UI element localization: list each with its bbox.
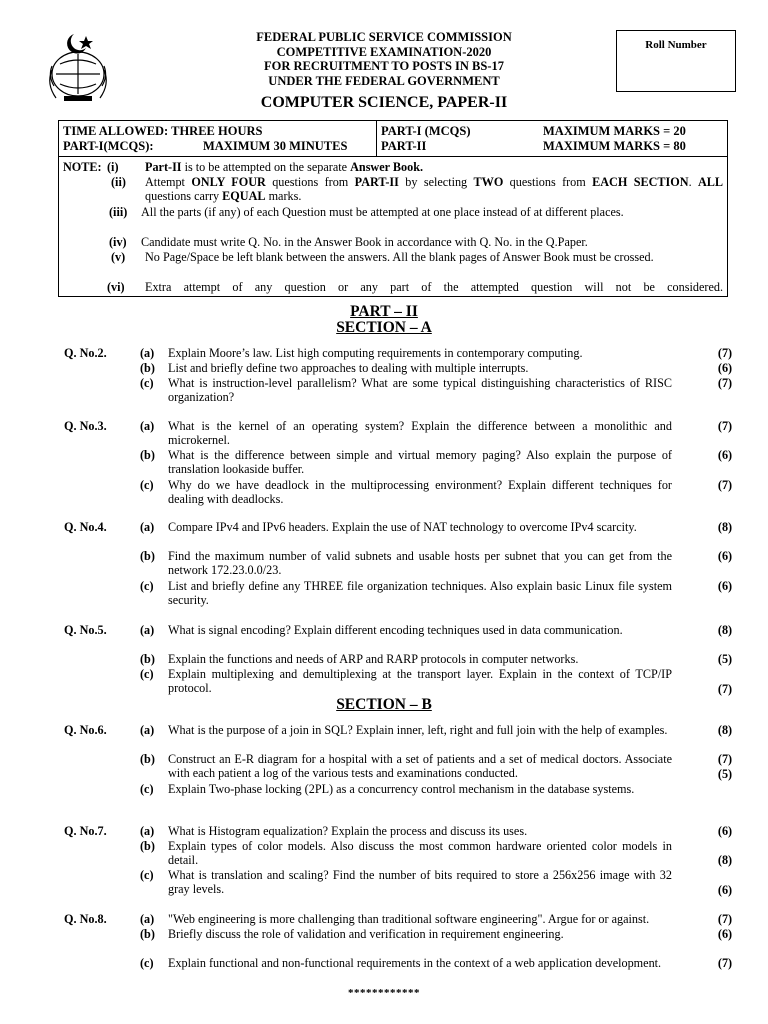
question-part-label: (c) <box>140 579 154 593</box>
note-text: . <box>688 175 698 189</box>
note-emphasis: ONLY FOUR <box>191 175 266 189</box>
question-part-label: (c) <box>140 667 154 681</box>
marks-label: (6) <box>717 824 733 838</box>
paper-title: COMPUTER SCIENCE, PAPER-II <box>260 94 508 111</box>
question-part-text: What is the kernel of an operating system? Explain the difference between a monolithic and microkernel. <box>168 419 672 447</box>
government-line: UNDER THE FEDERAL GOVERNMENT <box>268 73 500 88</box>
marks-label: (7) <box>717 682 733 696</box>
instructions-box <box>58 120 728 297</box>
question-part-text: Why do we have deadlock in the multiprocessing environment? Explain different techniques for dealing with deadlocks. <box>168 478 672 506</box>
marks-label: (6) <box>717 448 733 462</box>
exam-name: COMPETITIVE EXAMINATION-2020 <box>276 44 492 59</box>
part-heading: PART – II <box>350 303 418 320</box>
divider-horizontal <box>59 156 727 157</box>
section-a-heading: SECTION – A <box>336 319 432 336</box>
note-item-number: (iv) <box>109 235 127 249</box>
recruitment-line: FOR RECRUITMENT TO POSTS IN BS-17 <box>264 59 504 73</box>
question-number: Q. No.4. <box>64 520 107 534</box>
question-part-text: What is the difference between simple and virtual memory paging? Also explain the purpose of translation lookaside buffer. <box>168 448 672 476</box>
note-emphasis: ALL <box>697 175 724 189</box>
time-allowed: TIME ALLOWED: THREE HOURS <box>63 124 263 138</box>
note-item-text <box>141 205 723 219</box>
marks-label: (6) <box>717 549 733 563</box>
marks-label: (5) <box>717 652 733 666</box>
note-text: questions from <box>265 175 355 189</box>
note-label: NOTE: <box>63 160 102 174</box>
roll-number-label: Roll Number <box>645 39 707 51</box>
note-item-text <box>145 175 723 203</box>
max-marks-20: MAXIMUM MARKS = 20 <box>543 124 686 138</box>
note-text: Candidate must write Q. No. in the Answer Book in accordance with Q. No. in the Q.Paper. <box>141 235 588 249</box>
marks-label: (8) <box>717 520 733 534</box>
question-number: Q. No.5. <box>64 623 107 637</box>
question-part-text: List and briefly define any THREE file organization techniques. Also explain basic Linux file system security. <box>168 579 672 607</box>
question-part-label: (a) <box>140 520 155 534</box>
question-part-label: (b) <box>140 361 155 375</box>
question-part-label: (a) <box>140 623 155 637</box>
question-part-text: What is translation and scaling? Find the number of bits required to store a 256x256 image with 32 gray levels. <box>168 868 672 896</box>
question-part-text: Construct an E-R diagram for a hospital with a set of patients and a set of medical doctors. Associate with each patient a log of the various tests and examinations conducted. <box>168 752 672 780</box>
question-part-text: Explain multiplexing and demultiplexing at the transport layer. Explain in the context of TCP/IP protocol. <box>168 667 672 695</box>
question-part-label: (a) <box>140 723 155 737</box>
commission-name: FEDERAL PUBLIC SERVICE COMMISSION <box>256 30 512 44</box>
note-emphasis: Answer Book. <box>350 160 424 174</box>
note-text: All the parts (if any) of each Question must be attempted at one place instead of at different places. <box>141 205 624 219</box>
note-item-text <box>145 280 723 294</box>
question-part-label: (a) <box>140 824 155 838</box>
note-text: by selecting <box>398 175 474 189</box>
note-text: is to be attempted on the separate <box>181 160 351 174</box>
question-part-label: (b) <box>140 448 155 462</box>
question-part-text: What is instruction-level parallelism? What are some typical distinguishing characteristics of RISC organization? <box>168 376 672 404</box>
note-text: questions carry <box>145 189 223 203</box>
question-part-label: (c) <box>140 478 154 492</box>
question-part-text: "Web engineering is more challenging than traditional software engineering". Argue for or against. <box>168 912 650 926</box>
question-number: Q. No.2. <box>64 346 107 360</box>
marks-label: (6) <box>717 361 733 375</box>
roll-number-box <box>616 30 736 92</box>
note-text: marks. <box>265 189 302 203</box>
question-part-label: (c) <box>140 782 154 796</box>
marks-label: (7) <box>717 346 733 360</box>
marks-label: (6) <box>717 579 733 593</box>
marks-label: (8) <box>717 853 733 867</box>
question-part-text: Explain Moore’s law. List high computing requirements in contemporary computing. <box>168 346 583 360</box>
question-part-label: (c) <box>140 956 154 970</box>
question-part-label: (b) <box>140 927 155 941</box>
question-part-label: (a) <box>140 346 155 360</box>
question-part-label: (b) <box>140 549 155 563</box>
max-marks-80: MAXIMUM MARKS = 80 <box>543 139 686 153</box>
question-part-label: (b) <box>140 839 155 853</box>
question-number: Q. No.7. <box>64 824 107 838</box>
question-number: Q. No.3. <box>64 419 107 433</box>
note-emphasis: Part-II <box>145 160 182 174</box>
marks-label: (7) <box>717 956 733 970</box>
part1-mcqs-label: PART-I (MCQS) <box>381 124 471 138</box>
question-part-text: Briefly discuss the role of validation and verification in requirement engineering. <box>168 927 564 941</box>
question-part-text: Explain Two-phase locking (2PL) as a concurrency control mechanism in the database systems. <box>168 782 635 796</box>
note-text: No Page/Space be left blank between the answers. All the blank pages of Answer Book must be crossed. <box>145 250 654 264</box>
note-emphasis: EQUAL <box>222 189 266 203</box>
question-part-text: List and briefly define two approaches to dealing with multiple interrupts. <box>168 361 529 375</box>
question-part-label: (a) <box>140 912 155 926</box>
note-item-number: (vi) <box>107 280 125 294</box>
note-emphasis: EACH SECTION <box>592 175 689 189</box>
question-part-text: Compare IPv4 and IPv6 headers. Explain the use of NAT technology to overcome IPv4 scarcity. <box>168 520 637 534</box>
question-part-text: Explain the functions and needs of ARP and RARP protocols in computer networks. <box>168 652 579 666</box>
note-item-number: (iii) <box>109 205 128 219</box>
end-marker: ************ <box>348 987 420 999</box>
marks-label: (7) <box>717 752 733 766</box>
marks-label: (7) <box>717 478 733 492</box>
divider-vertical <box>376 121 377 156</box>
section-b-heading: SECTION – B <box>336 696 432 713</box>
note-emphasis: PART-II <box>354 175 399 189</box>
marks-label: (7) <box>717 419 733 433</box>
note-emphasis: TWO <box>473 175 504 189</box>
marks-label: (8) <box>717 623 733 637</box>
note-item-text <box>141 235 723 249</box>
marks-label: (7) <box>717 912 733 926</box>
question-part-text: What is signal encoding? Explain different encoding techniques used in data communication. <box>168 623 623 637</box>
question-part-text: What is Histogram equalization? Explain the process and discuss its uses. <box>168 824 528 838</box>
question-part-label: (b) <box>140 752 155 766</box>
question-part-text: Explain functional and non-functional requirements in the context of a web application development. <box>168 956 662 970</box>
note-item-number: (v) <box>111 250 126 264</box>
question-part-text: Explain types of color models. Also discuss the most common hardware oriented color models in detail. <box>168 839 672 867</box>
note-text: questions from <box>503 175 593 189</box>
question-part-label: (c) <box>140 868 154 882</box>
question-part-text: Find the maximum number of valid subnets and usable hosts per subnet that you can get from the network 172.23.0.0/23. <box>168 549 672 577</box>
part2-label: PART-II <box>381 139 427 153</box>
note-item-number: (ii) <box>111 175 126 189</box>
question-part-text: What is the purpose of a join in SQL? Explain inner, left, right and full join with the help of examples. <box>168 723 668 737</box>
marks-label: (5) <box>717 767 733 781</box>
note-text: Extra attempt of any question or any part of the attempted question will not be considered. <box>145 280 723 294</box>
marks-label: (7) <box>717 376 733 390</box>
question-part-label: (b) <box>140 652 155 666</box>
marks-label: (6) <box>717 883 733 897</box>
note-item-text <box>145 160 723 174</box>
question-part-label: (a) <box>140 419 155 433</box>
question-number: Q. No.6. <box>64 723 107 737</box>
note-text: Attempt <box>145 175 192 189</box>
note-item-number: (i) <box>107 160 119 174</box>
part1-time-label: PART-I(MCQS): <box>63 139 154 153</box>
max-30-minutes: MAXIMUM 30 MINUTES <box>203 139 348 153</box>
note-item-text <box>145 250 723 264</box>
marks-label: (6) <box>717 927 733 941</box>
question-part-label: (c) <box>140 376 154 390</box>
marks-label: (8) <box>717 723 733 737</box>
question-number: Q. No.8. <box>64 912 107 926</box>
